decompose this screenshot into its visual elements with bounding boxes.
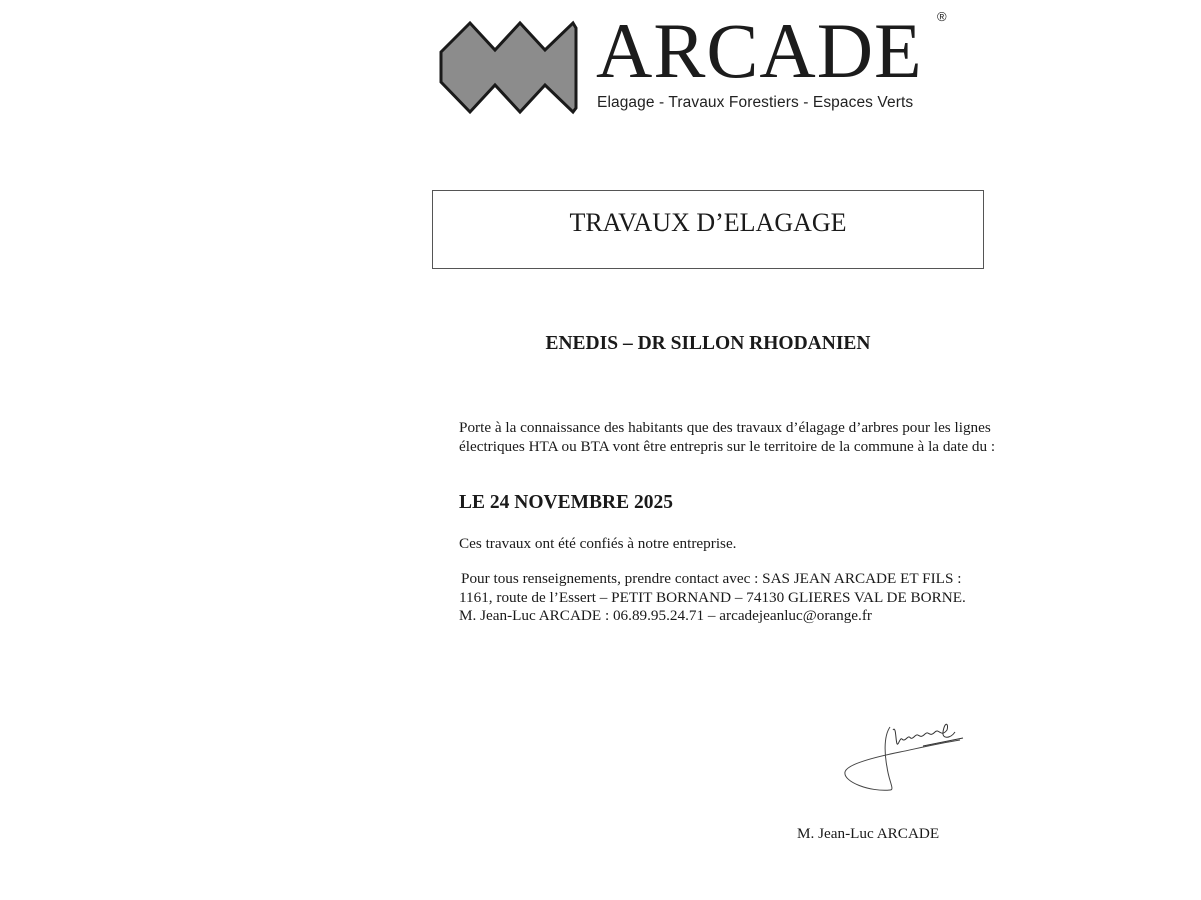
work-date: LE 24 NOVEMBRE 2025 xyxy=(459,492,673,513)
zigzag-mountain-logo-icon xyxy=(438,20,578,115)
contact-line: M. Jean-Luc ARCADE : 06.89.95.24.71 – arcadejeanluc@orange.fr xyxy=(459,607,872,624)
contact-block xyxy=(459,570,999,626)
signature-icon xyxy=(835,712,975,797)
intro-paragraph: Porte à la connaissance des habitants que des travaux d’élagage d’arbres pour les lignes électriques HTA ou BTA vont être entrepris sur le territoire de la commune à la date du : xyxy=(459,419,996,455)
assigned-paragraph: Ces travaux ont été confiés à notre entreprise. xyxy=(459,535,737,552)
registered-mark: ® xyxy=(937,9,947,24)
contact-line: Pour tous renseignements, prendre contact avec : SAS JEAN ARCADE ET FILS : xyxy=(461,570,962,587)
brand-name: ARCADE xyxy=(596,7,923,94)
title-box xyxy=(432,190,984,269)
document-subtitle: ENEDIS – DR SILLON RHODANIEN xyxy=(545,333,871,354)
contact-line: 1161, route de l’Essert – PETIT BORNAND – 74130 GLIERES VAL DE BORNE. xyxy=(459,588,966,606)
signer-name: M. Jean-Luc ARCADE xyxy=(797,825,940,842)
brand-tagline: Elagage - Travaux Forestiers - Espaces Verts xyxy=(597,94,914,111)
document-title: TRAVAUX D’ELAGAGE xyxy=(569,208,847,237)
